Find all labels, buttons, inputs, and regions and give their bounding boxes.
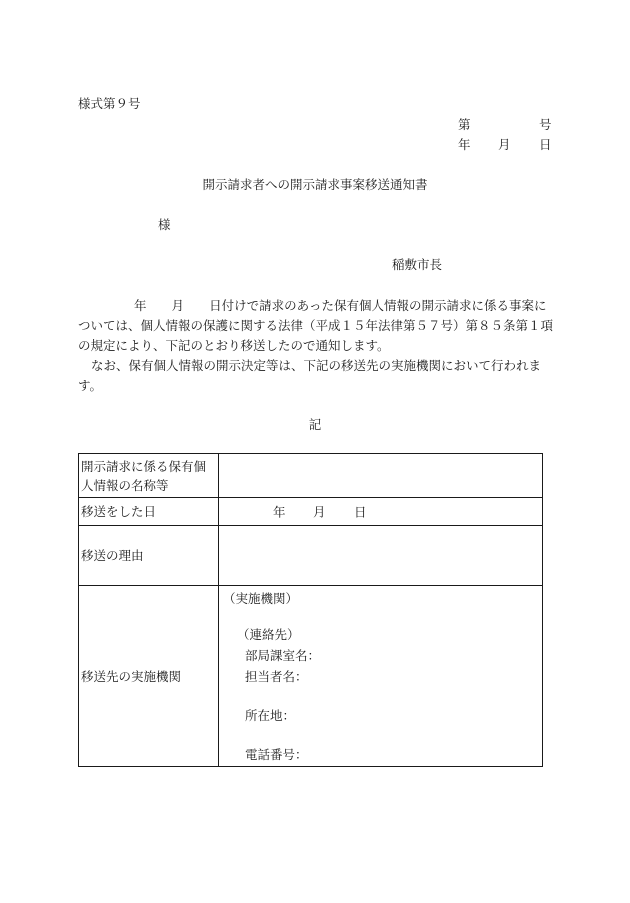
- destination-person: 担当者名：: [245, 669, 308, 684]
- table-row-requested-info: [79, 454, 543, 498]
- table-row-transfer-date: [79, 498, 543, 526]
- transfer-reason-value: [219, 526, 543, 586]
- body-paragraph-2: なお、保有個人情報の開示決定等は、下記の移送先の実施機関において行われます。: [78, 358, 542, 393]
- table-row-transfer-reason: [79, 526, 543, 586]
- issue-date-day: 日: [539, 137, 552, 152]
- transfer-date-year: 年: [273, 504, 286, 519]
- body-paragraph-1: [78, 296, 556, 356]
- document-title-text: 開示請求者への開示請求事案移送通知書: [202, 177, 428, 192]
- recipient-honorific: 様: [158, 217, 171, 232]
- requested-info-label: 開示請求に係る保有個人情報の名称等: [79, 454, 219, 498]
- body-para1-year: 年: [134, 298, 147, 313]
- issue-date-year: 年: [458, 137, 471, 152]
- document-number-line: [458, 119, 550, 133]
- transfer-date-value: [219, 498, 543, 526]
- transfer-date-label: 移送をした日: [79, 498, 219, 526]
- transfer-date-day: 日: [354, 504, 367, 519]
- destination-department: 部局課室名：: [245, 648, 321, 663]
- destination-phone: 電話番号：: [245, 747, 308, 762]
- transfer-date-month: 月: [313, 504, 326, 519]
- destination-agency-details: [219, 586, 543, 767]
- sender-name: 稲敷市長: [392, 257, 443, 272]
- details-table: [78, 453, 543, 767]
- body-text: [78, 296, 556, 396]
- issue-date-line: [458, 139, 550, 153]
- issue-date-month: 月: [498, 137, 511, 152]
- note-mark: 記: [308, 417, 322, 432]
- requested-info-value: [219, 454, 543, 498]
- document-number-suffix: 号: [539, 117, 552, 132]
- destination-address: 所在地：: [245, 708, 296, 723]
- body-para1-month: 月: [171, 298, 185, 313]
- transfer-reason-label: 移送の理由: [79, 526, 219, 586]
- form-number: 様式第９号: [78, 96, 141, 111]
- document-number-prefix: 第: [458, 117, 471, 132]
- table-row-destination-agency: [79, 586, 543, 767]
- destination-agency-heading: （実施機関）: [223, 591, 299, 606]
- body-para1-rest: 日付けで請求のあった保有個人情報の開示請求に係る事案については、個人情報の保護に関する法律（平成１５年法律第５７号）第８５条第１項の規定により、下記のとおり移送したので通知します。: [78, 298, 554, 353]
- document-title: [0, 179, 630, 192]
- destination-contact-heading: （連絡先）: [237, 627, 300, 642]
- destination-agency-label: 移送先の実施機関: [79, 586, 219, 767]
